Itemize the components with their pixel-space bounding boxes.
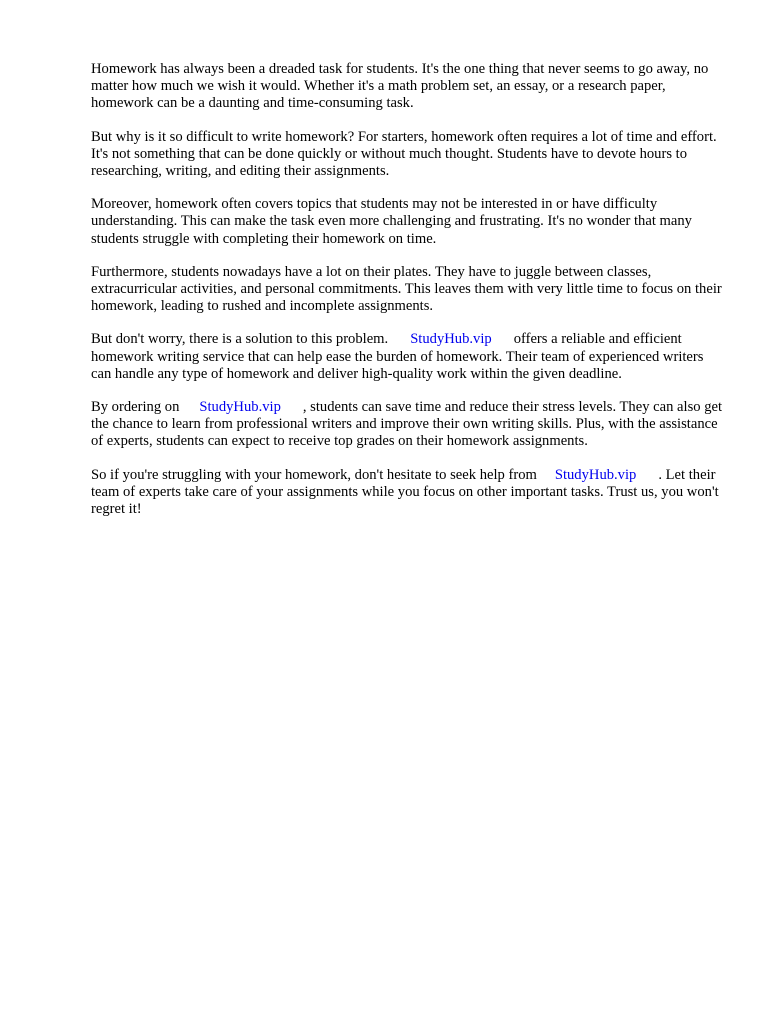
paragraph-solution <box>91 331 723 383</box>
document-body <box>91 61 723 534</box>
studyhub-link[interactable]: StudyHub.vip <box>199 399 281 416</box>
paragraph-closing-text-before: So if you're struggling with your homework, don't hesitate to seek help from <box>91 466 537 483</box>
paragraph-benefits-text-after: , students can save time and reduce their stress levels. They can also get the chance to learn from professional writers and improve their own writing skills. Plus, with the assistance of experts, students can expect to receive top grades on their homework assignments. <box>91 399 723 450</box>
paragraph-benefits <box>91 399 723 451</box>
paragraph-benefits-text-before: By ordering on <box>91 399 180 416</box>
paragraph-closing <box>91 467 723 519</box>
paragraph-difficulty: But why is it so difficult to write homework? For starters, homework often requires a lot of time and effort. It's not something that can be done quickly or without much thought. Students have to devote hours to researching, writing, and editing their assignments. <box>91 128 717 180</box>
paragraph-closing-text-after: . Let their team of experts take care of your assignments while you focus on other important tasks. Trust us, you won't regret it! <box>91 466 719 518</box>
paragraph-busy-students: Furthermore, students nowadays have a lot on their plates. They have to juggle between classes, extracurricular activities, and personal commitments. This leaves them with very little time to focus on their homework, leading to rushed and incomplete assignments. <box>91 263 722 315</box>
studyhub-link[interactable]: StudyHub.vip <box>410 331 492 348</box>
paragraph-intro: Homework has always been a dreaded task for students. It's the one thing that never seems to go away, no matter how much we wish it would. Whether it's a math problem set, an essay, or a research paper, homework can be a daunting and time-consuming task. <box>91 61 709 112</box>
paragraph-topics: Moreover, homework often covers topics that students may not be interested in or have difficulty understanding. This can make the task even more challenging and frustrating. It's no wonder that many students struggle with completing their homework on time. <box>91 196 692 247</box>
paragraph-solution-text-after: offers a reliable and efficient homework writing service that can help ease the burden of homework. Their team of experienced writers can handle any type of homework and deliver high-quality work within the given deadline. <box>91 331 704 382</box>
paragraph-solution-text-before: But don't worry, there is a solution to this problem. <box>91 331 389 348</box>
studyhub-link[interactable]: StudyHub.vip <box>554 466 637 483</box>
